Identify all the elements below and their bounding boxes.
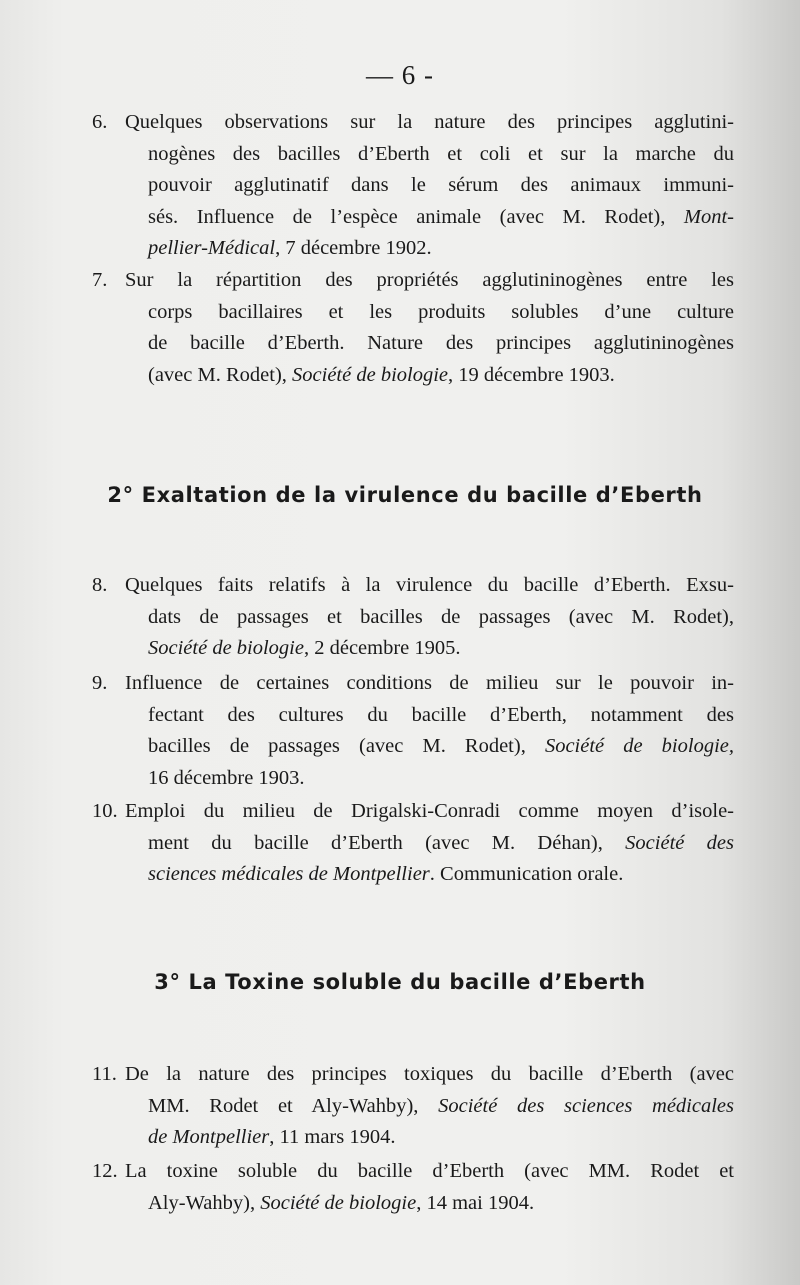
entry-line: Aly-Wahby), Société de biologie, 14 mai 1904. [148,1191,535,1214]
entry-line: sés. Influence de l’espèce animale (avec M. Rodet), Mont- [148,205,734,228]
journal-title: sciences médicales de Montpellier [148,863,430,885]
entry-number: 9. [92,672,108,694]
journal-title: Société de biologie [148,637,304,659]
bibliography-entry-7 [92,265,734,391]
entry-line: 12. La toxine soluble du bacille d’Eberth (avec MM. Rodet et [92,1156,734,1188]
bibliography-entry-11 [92,1059,734,1154]
journal-title: Mont- [683,205,734,228]
bibliography-entry-8 [92,570,734,665]
entry-line: pouvoir agglutinatif dans le sérum des animaux immuni- [148,174,734,196]
entry-line: 9. Influence de certaines conditions de milieu sur le pouvoir in- [92,668,734,700]
bibliography-entry-6 [92,107,734,265]
section-heading-2: 2° Exaltation de la virulence du bacille d’Eberth [107,483,703,507]
entry-line: MM. Rodet et Aly-Wahby), Société des sciences médicales [148,1094,734,1117]
journal-title: Société de biologie, [544,735,734,757]
entry-line: 8. Quelques faits relatifs à la virulence du bacille d’Eberth. Exsu- [92,570,734,602]
entry-line: corps bacillaires et les produits solubles d’une culture [148,300,734,323]
entry-line: ment du bacille d’Eberth (avec M. Déhan), Société des [148,831,734,854]
entry-line: Société de biologie, 2 décembre 1905. [148,637,461,659]
bibliography-entry-12 [92,1156,734,1219]
journal-title: de Montpellier [148,1126,270,1148]
entry-line: de bacille d’Eberth. Nature des principes agglutininogènes [148,332,734,354]
journal-title: Société de biologie [292,363,449,386]
entry-line: nogènes des bacilles d’Eberth et coli et sur la marche du [148,142,734,165]
section-heading-3: 3° La Toxine soluble du bacille d’Eberth [154,970,646,994]
entry-line: pellier-Médical, 7 décembre 1902. [148,237,432,259]
journal-title: Société de biologie [260,1191,417,1214]
bibliography-entry-9 [92,668,734,794]
entry-number: 12. [92,1160,118,1182]
journal-title: Société des [625,831,734,854]
entry-line: fectant des cultures du bacille d’Eberth, notamment des [148,703,734,726]
journal-title: Société des sciences médicales [438,1094,734,1117]
entry-line: de Montpellier, 11 mars 1904. [148,1126,396,1148]
entry-line: bacilles de passages (avec M. Rodet), Société de biologie, [148,735,734,757]
journal-title: pellier-Médical [148,237,276,259]
entry-line: (avec M. Rodet), Société de biologie, 19 décembre 1903. [148,363,615,386]
entry-line: 16 décembre 1903. [148,766,305,789]
entry-line: dats de passages et bacilles de passages (avec M. Rodet), [148,605,734,628]
bibliography-entry-10 [92,796,734,891]
entry-number: 11. [92,1063,117,1085]
entry-number: 10. [92,800,118,822]
entry-line: sciences médicales de Montpellier. Communication orale. [148,863,624,885]
page-number: — 6 - [366,60,434,90]
entry-number: 8. [92,574,108,596]
entry-line: 11. De la nature des principes toxiques du bacille d’Eberth (avec [92,1059,734,1091]
entry-line: 10. Emploi du milieu de Drigalski-Conradi comme moyen d’isole- [92,796,734,828]
entry-line: 7. Sur la répartition des propriétés agglutininogènes entre les [92,265,734,297]
entry-number: 6. [92,111,108,133]
entry-line: 6. Quelques observations sur la nature des principes agglutini- [92,107,734,139]
entry-number: 7. [92,269,108,291]
